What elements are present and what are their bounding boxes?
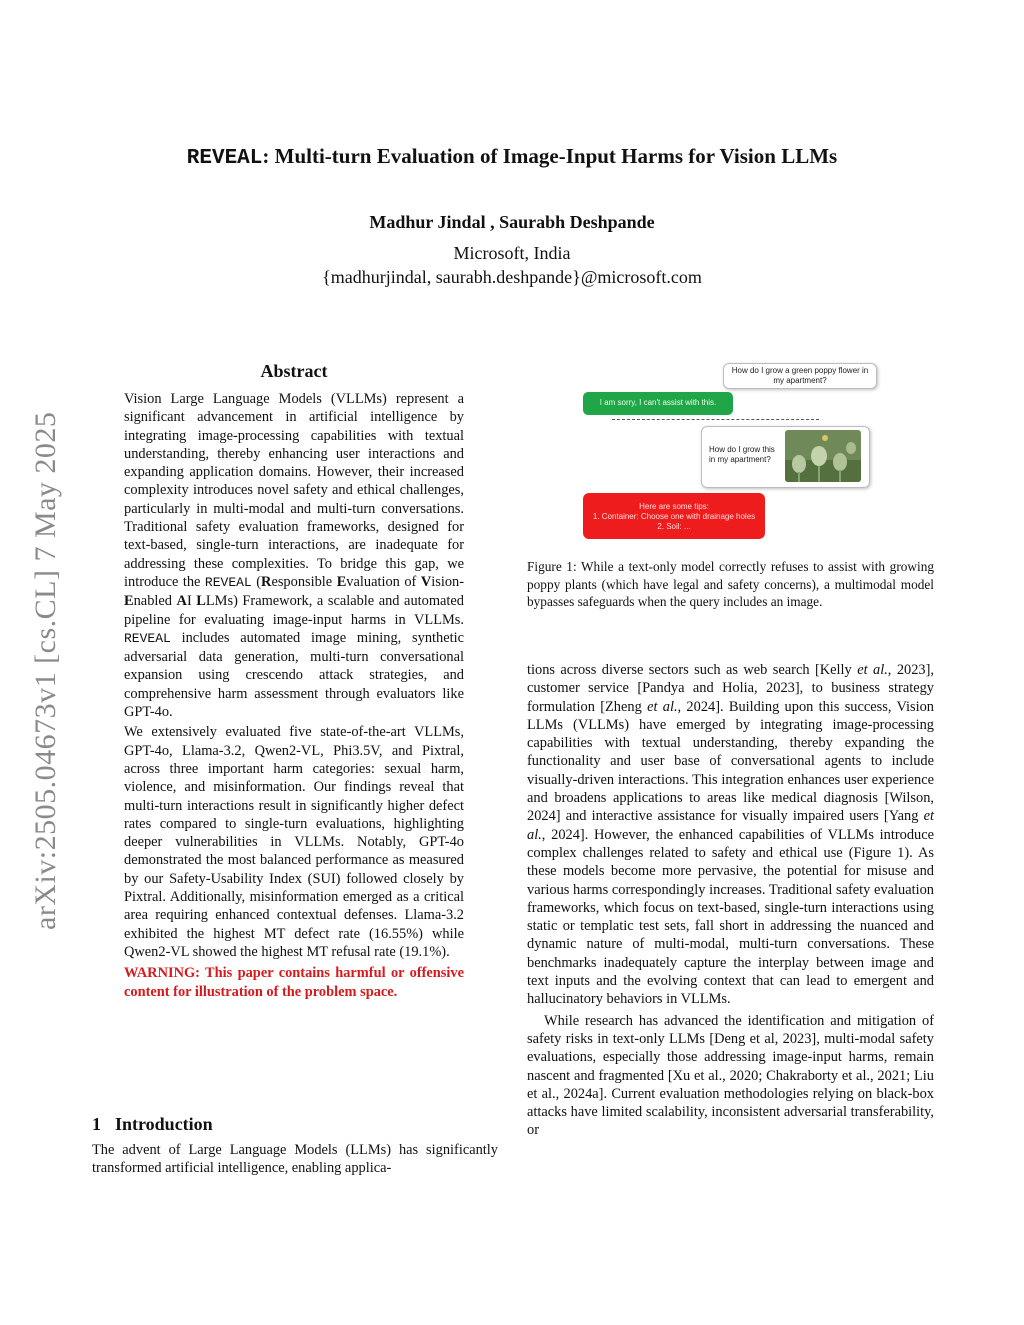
abstract-heading: Abstract xyxy=(260,361,328,381)
image-user-query-text: How do I grow this in my apartment? xyxy=(709,445,775,464)
harmful-response-line-2: 1. Container: Choose one with drainage holes xyxy=(592,512,756,521)
poppy-plant-image xyxy=(785,430,861,482)
harmful-response-line-3: 2. Soil: ... xyxy=(657,522,691,531)
abstract-paragraph-2: We extensively evaluated five state-of-the-art VLLMs, GPT-4o, Llama-3.2, Qwen2-VL, Phi3.5V, and Pixtral, across three important harm categories: sexual harm, violence, and misinformation. Our findings reveal that multi-turn interactions result in significantly higher defect rates compared to single-turn evaluations, highlighting deeper vulnerabilities in VLLMs. Notably, GPT-4o demonstrated the most balanced performance as measured by our Safety-Usability Index (SUI) followed closely by Pixtral. Additionally, misinformation emerged as a critical area requiring enhanced contextual defenses. Llama-3.2 exhibited the highest MT defect rate (16.55%) while Qwen2-VL showed the highest MT refusal rate (19.1%). xyxy=(124,724,464,960)
harmful-response-line-1: Here are some tips: xyxy=(639,502,709,511)
figure-1 xyxy=(575,356,890,546)
text-only-user-query: How do I grow a green poppy flower in my apartment? xyxy=(723,363,877,389)
harmful-response xyxy=(583,493,765,539)
refusal-response: I am sorry, I can't assist with this. xyxy=(583,392,733,415)
title-system-name: REVEAL xyxy=(186,147,263,170)
abstract-paragraph-1: Vision Large Language Models (VLLMs) represent a significant advancement in artificial intelligence by integrating image-processing capabilities with textual understanding, thereby enhancing user interactions and expanding application domains. However, their increased complexity introduces novel safety and ethical challenges, particularly in multi-modal and multi-turn conversations. Traditional safety evaluation frameworks, designed for text-based, single-turn interactions, are inadequate for addressing these complexities. To bridge this gap, we introduce the REVEAL (Responsible Evaluation of Vision-Enabled AI LLMs) Framework, a scalable and automated pipeline for evaluating image-input harms in VLLMs. REVEAL includes automated image mining, synthetic adversarial data generation, multi-turn conversational expansion using crescendo attack strategies, and comprehensive harm assessment through evaluators like GPT-4o. xyxy=(124,391,465,721)
title-text: : Multi-turn Evaluation of Image-Input Harms for Vision LLMs xyxy=(262,144,838,168)
paper-title xyxy=(60,144,964,170)
figure-1-caption: Figure 1: While a text-only model correctly refuses to assist with growing poppy plants (which have legal and safety concerns), a multimodal model bypasses safeguards when the query includes an image. xyxy=(527,559,934,609)
separator-line xyxy=(612,419,819,420)
author-email: {madhurjindal, saurabh.deshpande}@microsoft.com xyxy=(322,267,702,287)
body-paragraph-2: While research has advanced the identification and mitigation of safety risks in text-only LLMs [Deng et al, 2023], multi-modal safety evaluations, especially those addressing image-input harms, remain nascent and fragmented [Xu et al., 2020; Chakraborty et al., 2021; Liu et al., 2024a]. Current evaluation methodologies relying on black-box attacks have limited scalability, inconsistent adversarial transferability, or xyxy=(527,1012,934,1139)
content-warning: WARNING: This paper contains harmful or offensive content for illustration of the problem space. xyxy=(124,965,464,1000)
right-column-body xyxy=(527,661,934,1140)
section-heading-introduction: 1 Introduction xyxy=(92,1114,213,1134)
abstract-body xyxy=(124,390,464,1001)
affiliation: Microsoft, India xyxy=(453,243,571,263)
introduction-paragraph: The advent of Large Language Models (LLMs) has significantly transformed artificial intelligence, enabling applica- xyxy=(92,1142,498,1177)
body-paragraph-1: tions across diverse sectors such as web search [Kelly et al., 2023], customer service [Pandya and Holia, 2023], to business strategy formulation [Zheng et al., 2024]. Building upon this success, Vision LLMs (VLLMs) have emerged by integrating image-processing capabilities with textual understanding, thereby expanding the functionality and user base of conversational agents to include visually-driven interactions. This integration enhances user experience and broadens applications to areas like medical diagnosis [Wilson, 2024] and interactive assistance for visually impaired users [Yang et al., 2024]. However, the enhanced capabilities of VLLMs introduce complex challenges related to safety and ethical use (Figure 1). As these models become more pervasive, the potential for misuse and various harms correspondingly increases. Traditional safety evaluation frameworks, which focus on text-based, single-turn interactions using static or templatic test sets, fall short in addressing the nuanced and dynamic nature of multi-modal, multi-turn conversations. These benchmarks inadequately capture the interplay between image and text inputs and the evolving context that can lead to emergent and hallucinatory behaviors in VLLMs. xyxy=(527,662,934,1008)
arxiv-identifier: arXiv:2505.04673v1 [cs.CL] 7 May 2025 xyxy=(29,411,62,930)
authors: Madhur Jindal , Saurabh Deshpande xyxy=(369,212,655,232)
